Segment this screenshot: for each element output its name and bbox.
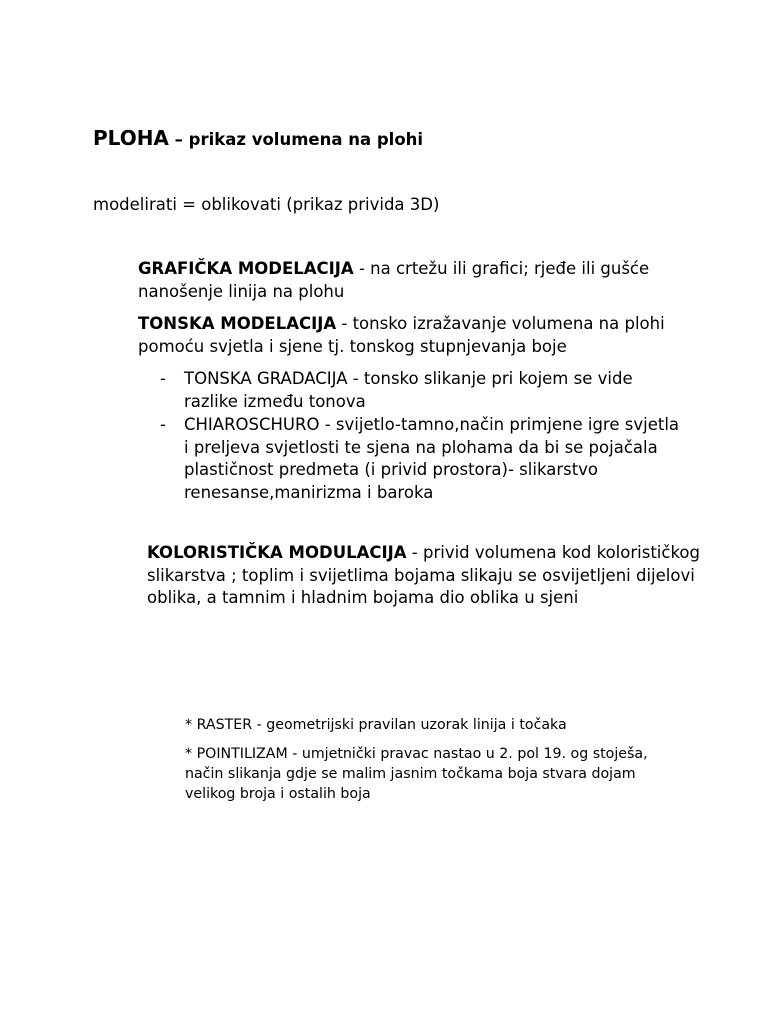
title-main: PLOHA [93,126,169,150]
bullet-dash: - [160,415,166,434]
list-item [160,368,680,413]
bullet-list [160,368,680,505]
raster-note: * RASTER - geometrijski pravilan uzorak linija i točaka [185,717,567,733]
graficka-description: - na crtežu ili grafici; rjeđe ili gušće nanošenje linija na plohu [138,259,650,301]
title-subtitle: – prikaz volumena na plohi [168,130,424,149]
list-item-text: TONSKA GRADACIJA - tonsko slikanje pri kojem se vide razlike između tonova [184,369,633,411]
koloristicka-term: KOLORISTIČKA MODULACIJA [147,543,407,562]
tonska-modelacija-paragraph [138,313,698,358]
graficka-term: GRAFIČKA MODELACIJA [138,259,354,278]
tonska-description: - tonsko izražavanje volumena na plohi pomoću svjetla i sjene tj. tonskog stupnjevanja boje [138,314,665,356]
list-item [160,414,680,504]
page-title [93,126,423,152]
koloristicka-description: - privid volumena kod kolorističkog slikarstva ; toplim i svijetlima bojama slikaju se osvijetljeni dijelovi oblika, a tamnim i hladnim bojama dio oblika u sjeni [147,543,700,607]
graficka-modelacija-paragraph [138,258,698,303]
tonska-term: TONSKA MODELACIJA [138,314,337,333]
koloristicka-modulacija-paragraph [147,542,707,610]
bullet-dash: - [160,369,166,388]
pointilizam-note: * POINTILIZAM - umjetnički pravac nastao u 2. pol 19. og stoješa, način slikanja gdje se malim jasnim točkama boja stvara dojam velikog broja i ostalih boja [185,746,648,802]
list-item-text: CHIAROSCHURO - svijetlo-tamno,način primjene igre svjetla i preljeva svjetlosti te sjena na plohama da bi se pojačala plastičnost predmeta (i privid prostora)- slikarstvo renesanse,manirizma i baroka [184,415,680,502]
definition-line: modelirati = oblikovati (prikaz privida 3D) [93,195,440,214]
